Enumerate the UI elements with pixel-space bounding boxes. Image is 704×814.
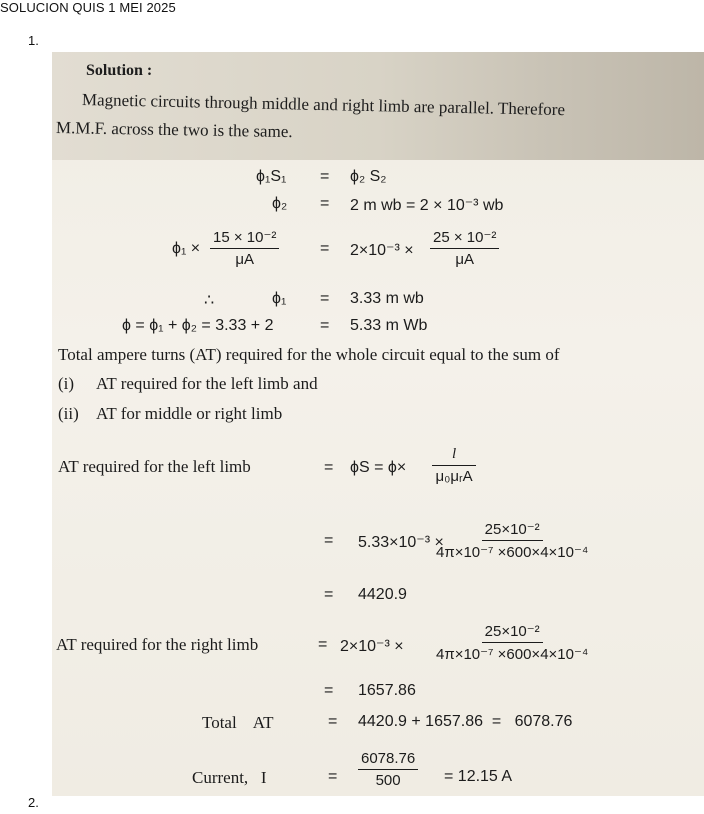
- eq3-lhs-fraction: [210, 228, 279, 268]
- eq2-rhs: 2 m wb = 2 × 10⁻³ wb: [350, 197, 504, 214]
- right-calc-fraction: [436, 622, 588, 663]
- left-limb-equals: =: [324, 459, 334, 476]
- current-equals: =: [328, 768, 338, 785]
- eq1-lhs: ϕ₁S₁: [256, 168, 287, 185]
- solution-photo: [52, 52, 704, 796]
- eq1-equals: =: [320, 168, 330, 185]
- eq3-lhs-prefix: ϕ₁ ×: [172, 240, 201, 257]
- left-limb-denominator: μ₀μᵣA: [435, 468, 473, 485]
- eq3-rhs-numerator: 25 × 10⁻²: [430, 228, 499, 249]
- total-at-label: Total AT: [202, 713, 274, 732]
- list-item-2-text: AT for middle or right limb: [96, 404, 283, 423]
- solution-heading: Solution :: [86, 62, 153, 79]
- eq5-lhs: ϕ = ϕ₁ + ϕ₂ = 3.33 + 2: [122, 317, 274, 334]
- question-number-1: 1.: [28, 33, 39, 48]
- current-denominator: 500: [375, 772, 401, 789]
- intro-line-2: M.M.F. across the two is the same.: [55, 118, 293, 142]
- left-limb-expression: ϕS = ϕ×: [350, 459, 407, 476]
- right-limb-label: AT required for the right limb: [56, 635, 259, 654]
- eq3-lhs-numerator: 15 × 10⁻²: [210, 228, 279, 249]
- eq4-equals: =: [320, 290, 330, 307]
- left-limb-fraction: [432, 446, 476, 485]
- eq2-equals: =: [320, 195, 330, 212]
- eq3-rhs-denominator: μA: [455, 251, 475, 268]
- eq1-rhs: ϕ₂ S₂: [350, 168, 387, 185]
- eq5-rhs: 5.33 m Wb: [350, 317, 428, 334]
- list-item-2-number: (ii): [58, 404, 79, 423]
- left-calc-fraction: [436, 520, 588, 561]
- question-number-2: 2.: [28, 795, 39, 810]
- current-label: Current, I: [192, 768, 267, 787]
- current-numerator: 6078.76: [358, 750, 418, 770]
- eq4-lhs: ϕ₁: [272, 290, 287, 307]
- total-at-paragraph: Total ampere turns (AT) required for the whole circuit equal to the sum of: [58, 345, 560, 364]
- right-result: 1657.86: [358, 682, 416, 699]
- left-limb-numerator: l: [432, 446, 476, 466]
- left-calc-equals: =: [324, 532, 334, 549]
- left-calc-denominator: 4π×10⁻⁷ ×600×4×10⁻⁴: [436, 544, 589, 561]
- right-calc-prefix: 2×10⁻³ ×: [340, 638, 404, 655]
- eq3-lhs-denominator: μA: [235, 251, 255, 268]
- left-calc-prefix: 5.33×10⁻³ ×: [358, 534, 444, 551]
- list-item-1-text: AT required for the left limb and: [96, 374, 318, 393]
- eq3-rhs-fraction: [430, 228, 499, 268]
- eq2-lhs: ϕ₂: [272, 195, 288, 212]
- current-fraction: [358, 750, 418, 789]
- left-result-equals: =: [324, 586, 334, 603]
- total-at-expression: 4420.9 + 1657.86 = 6078.76: [358, 713, 573, 730]
- right-limb-equals: =: [318, 636, 328, 653]
- left-result: 4420.9: [358, 586, 407, 603]
- left-limb-label: AT required for the left limb: [58, 457, 251, 476]
- left-calc-numerator: 25×10⁻²: [482, 520, 543, 541]
- right-calc-denominator: 4π×10⁻⁷ ×600×4×10⁻⁴: [436, 646, 589, 663]
- eq3-equals: =: [320, 240, 330, 257]
- document-title: SOLUCION QUIS 1 MEI 2025: [0, 0, 176, 15]
- eq3-rhs-prefix: 2×10⁻³ ×: [350, 242, 414, 259]
- list-item-1-number: (i): [58, 374, 75, 393]
- intro-line-1: Magnetic circuits through middle and right limb are parallel. Therefore: [81, 90, 566, 120]
- total-at-equals: =: [328, 713, 338, 730]
- therefore-symbol: ∴: [204, 292, 215, 309]
- current-result: = 12.15 A: [444, 768, 513, 785]
- eq5-equals: =: [320, 317, 330, 334]
- right-result-equals: =: [324, 682, 334, 699]
- solution-header-band: [52, 52, 704, 160]
- eq4-rhs: 3.33 m wb: [350, 290, 424, 307]
- right-calc-numerator: 25×10⁻²: [482, 622, 543, 643]
